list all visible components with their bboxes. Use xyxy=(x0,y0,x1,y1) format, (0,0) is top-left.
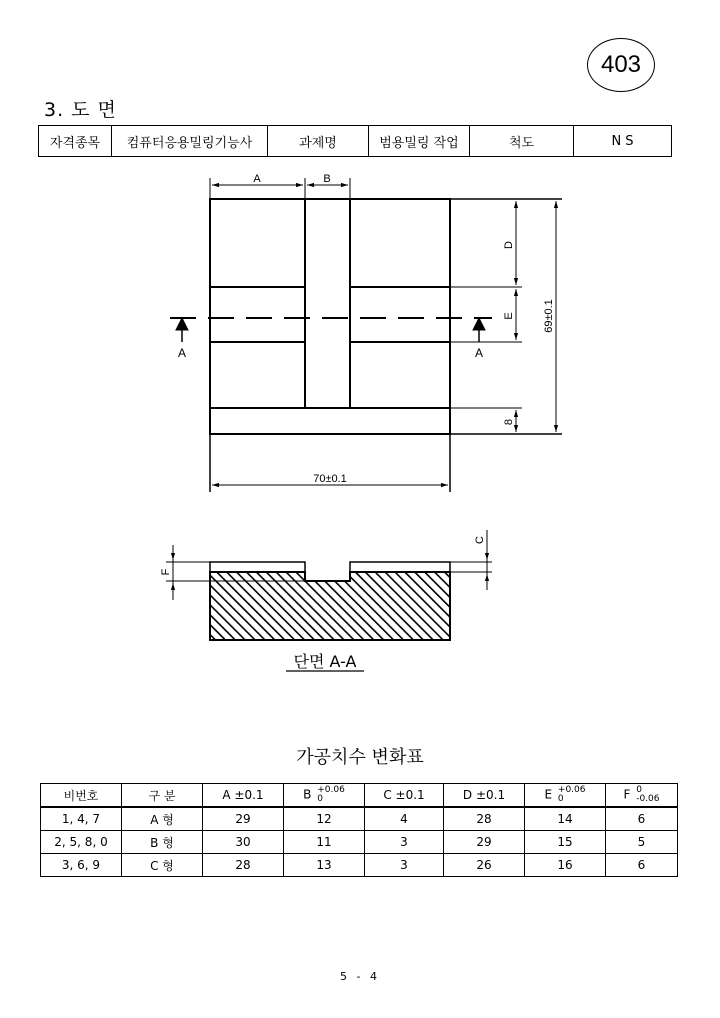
table-cell: C 형 xyxy=(122,854,203,877)
dim-b-label: B xyxy=(323,173,331,185)
section-mark-right: A xyxy=(474,346,484,360)
dim-d-label: D xyxy=(503,241,515,249)
table-cell: 5 xyxy=(606,831,678,854)
table-cell: 30 xyxy=(203,831,284,854)
info-cell: 척도 xyxy=(470,126,574,157)
dim-8-label: 8 xyxy=(503,418,515,426)
table-cell: 14 xyxy=(525,807,606,831)
header-cell: D ±0.1 xyxy=(444,784,525,808)
dim-width-label: 70±0.1 xyxy=(313,473,347,485)
header-cell xyxy=(525,784,606,808)
table-cell: 26 xyxy=(444,854,525,877)
top-view xyxy=(170,178,562,492)
dim-a-label: A xyxy=(253,173,261,185)
dim-height-label: 69±0.1 xyxy=(543,299,555,333)
table-cell: B 형 xyxy=(122,831,203,854)
header-base: F xyxy=(623,787,631,802)
table-cell: 16 xyxy=(525,854,606,877)
header-cell: C ±0.1 xyxy=(365,784,444,808)
table-cell: 29 xyxy=(444,831,525,854)
header-cell xyxy=(606,784,678,808)
table-cell: 3, 6, 9 xyxy=(41,854,122,877)
info-cell: 컴퓨터응용밀링기능사 xyxy=(112,126,268,157)
section-mark-left: A xyxy=(177,346,187,360)
tolerance xyxy=(636,786,659,804)
table-cell: 28 xyxy=(203,854,284,877)
header-cell: 비번호 xyxy=(41,784,122,808)
section-view xyxy=(166,530,492,671)
tol-lower: 0 xyxy=(557,794,564,804)
table-row xyxy=(41,807,678,831)
page-number-badge: 403 xyxy=(587,38,655,92)
header-cell xyxy=(284,784,365,808)
tol-lower: -0.06 xyxy=(636,794,660,804)
table-cell: 11 xyxy=(284,831,365,854)
table-row xyxy=(41,854,678,877)
table-header-row xyxy=(41,784,678,808)
table-row xyxy=(41,831,678,854)
tolerance xyxy=(558,786,586,804)
dim-f-label: F xyxy=(160,568,172,576)
table-cell: 3 xyxy=(365,854,444,877)
table-cell: A 형 xyxy=(122,807,203,831)
table-cell: 1, 4, 7 xyxy=(41,807,122,831)
table-title: 가공치수 변화표 xyxy=(296,747,424,768)
table-cell: 2, 5, 8, 0 xyxy=(41,831,122,854)
table-cell: 13 xyxy=(284,854,365,877)
table-cell: 6 xyxy=(606,854,678,877)
info-cell: N S xyxy=(574,126,672,157)
tol-upper: +0.06 xyxy=(317,785,345,795)
info-cell: 범용밀링 작업 xyxy=(369,126,470,157)
header-cell: 구 분 xyxy=(122,784,203,808)
tol-upper: 0 xyxy=(636,785,642,795)
table-cell: 4 xyxy=(365,807,444,831)
tolerance xyxy=(317,786,345,804)
table-cell: 15 xyxy=(525,831,606,854)
header-base: E xyxy=(544,787,553,802)
table-cell: 29 xyxy=(203,807,284,831)
section-label: 단면 A-A xyxy=(293,652,357,671)
tol-upper: +0.06 xyxy=(557,785,586,795)
table-cell: 6 xyxy=(606,807,678,831)
section-title: 3. 도 면 xyxy=(44,99,117,121)
table-cell: 3 xyxy=(365,831,444,854)
header-cell: A ±0.1 xyxy=(203,784,284,808)
table-cell: 28 xyxy=(444,807,525,831)
info-cell: 자격종목 xyxy=(39,126,112,157)
dim-e-label: E xyxy=(503,312,515,320)
page-footer: 5 - 4 xyxy=(340,970,380,983)
info-cell: 과제명 xyxy=(268,126,369,157)
dimension-table xyxy=(40,783,678,877)
header-base: B xyxy=(303,787,312,802)
dim-c-label: C xyxy=(474,536,486,544)
tol-lower: 0 xyxy=(317,794,323,804)
table-cell: 12 xyxy=(284,807,365,831)
